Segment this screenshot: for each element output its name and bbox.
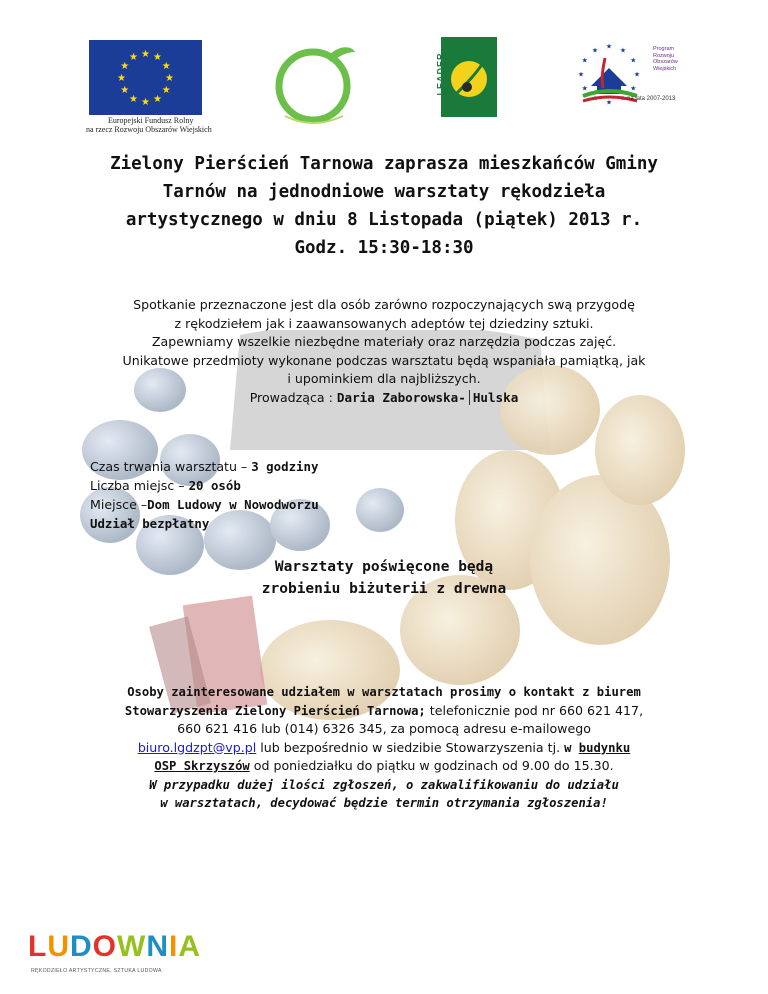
prow-star: ★ — [591, 94, 599, 103]
workshop-topic — [200, 556, 568, 600]
ludownia-letter: U — [47, 930, 70, 963]
contact-italic2: w warsztatach, decydować będzie termin otrzymania zgłoszenia! — [160, 796, 608, 810]
host-name: Daria Zaborowska- — [336, 389, 466, 405]
duration-label: Czas trwania warsztatu – — [90, 459, 252, 474]
place-value: Dom Ludowy w Nowodworzu — [147, 497, 319, 512]
host-line — [80, 389, 688, 408]
prow-star: ★ — [605, 98, 613, 107]
prow-star: ★ — [581, 56, 588, 65]
contact-italic1: W przypadku dużej ilości zgłoszeń, o zakwalifikowaniu do udziału — [149, 777, 619, 792]
contact-bold1: Osoby zainteresowane udziałem w warsztatach prosimy o kontakt z biurem — [127, 685, 641, 699]
topic-line1: Warsztaty poświęcone będą — [274, 559, 494, 575]
ludownia-letter: I — [169, 930, 179, 963]
page-title — [80, 150, 688, 262]
eu-star: ★ — [141, 49, 150, 60]
intro-line5: i upominkiem dla najbliższych. — [287, 371, 481, 386]
host-label: Prowadząca : — [249, 389, 337, 405]
zpt-ring-logo — [265, 38, 365, 126]
fee-value: Udział bezpłatny — [90, 516, 210, 531]
eu-star: ★ — [120, 61, 130, 72]
seats-line — [90, 476, 490, 495]
intro-line3: Zapewniamy wszelkie niezbędne materiały oraz narzędzia podczas zajęć. — [151, 334, 617, 349]
prow-line2: Rozwoju — [653, 52, 675, 59]
eu-star: ★ — [141, 97, 150, 108]
prow-star: ★ — [630, 56, 637, 65]
prow-star: ★ — [605, 42, 613, 51]
eu-caption-line1: Europejski Fundusz Rolny — [108, 116, 194, 125]
contact-bold4b: budynku — [578, 740, 631, 755]
intro-line4: Unikatowe przedmioty wykonane podczas warsztatu będą wspaniała pamiątką, jak — [122, 352, 646, 368]
contact-text5: od poniedziałku do piątku w godzinach od 9.00 do 15.30. — [249, 758, 614, 773]
duration-line — [90, 457, 490, 476]
eu-star: ★ — [161, 61, 171, 72]
contact-line4 — [80, 739, 688, 758]
intro-line2: z rękodziełem jak i zaawansowanych adeptów tej dziedziny sztuki. — [174, 315, 594, 331]
host-name-2: Hulska — [472, 389, 519, 405]
prow-star: ★ — [619, 94, 627, 103]
contact-line2 — [80, 702, 688, 721]
prow-star: ★ — [581, 84, 588, 93]
ludownia-word — [28, 930, 201, 964]
eu-star: ★ — [117, 73, 126, 84]
eu-star: ★ — [129, 93, 138, 105]
prow-line1: Program — [653, 46, 675, 52]
prow-line4: Wiejskich — [653, 65, 677, 72]
prow-star: ★ — [633, 70, 641, 79]
eu-star: ★ — [153, 93, 162, 105]
prow-star: ★ — [630, 84, 637, 93]
intro-line1: Spotkanie przeznaczone jest dla osób zarówno rozpoczynających swą przygodę — [133, 297, 635, 312]
eu-star: ★ — [120, 85, 130, 96]
eu-star: ★ — [129, 52, 138, 64]
eu-flag-logo — [89, 40, 202, 115]
place-label: Miejsce – — [90, 497, 148, 512]
title-line3: artystycznego w dniu 8 Listopada (piątek) 2013 r. — [125, 210, 643, 230]
intro-paragraph — [80, 296, 688, 407]
ludownia-letter: A — [178, 930, 202, 963]
contact-bold2: Stowarzyszenia Zielony Pierścień Tarnowa; — [124, 703, 426, 718]
contact-line1 — [80, 683, 688, 702]
contact-text4: lub bezpośrednio w siedzibie Stowarzyszenia tj. — [256, 739, 565, 755]
seats-value: 20 osób — [188, 478, 241, 493]
contact-paragraph — [80, 683, 688, 813]
prow-star: ★ — [591, 46, 599, 55]
topic-line2: zrobieniu biżuterii z drewna — [261, 581, 507, 597]
prow-line3: Obszarów — [653, 59, 678, 66]
eu-star: ★ — [165, 73, 174, 84]
title-line2: Tarnów na jednodniowe warsztaty rękodzieła — [162, 182, 606, 202]
email-link[interactable]: biuro.lgdzpt@vp.pl — [137, 739, 257, 755]
ludownia-letter: L — [28, 930, 48, 963]
ludownia-logo — [28, 928, 202, 978]
ludownia-letter: O — [92, 930, 118, 963]
contact-bold4a: w — [564, 740, 579, 755]
eu-caption — [86, 116, 216, 134]
ludownia-letter: N — [146, 930, 170, 963]
workshop-details — [90, 457, 490, 533]
eu-star: ★ — [161, 85, 171, 96]
title-line1: Zielony Pierścień Tarnowa zaprasza mieszkańców Gminy — [110, 154, 658, 174]
seats-label: Liczba miejsc – — [90, 478, 189, 493]
host-divider — [469, 390, 470, 405]
duration-value: 3 godziny — [251, 459, 319, 474]
prow-star: ★ — [619, 46, 627, 55]
ludownia-letter: D — [70, 930, 93, 963]
prow-star: ★ — [577, 70, 585, 79]
title-line4: Godz. 15:30-18:30 — [294, 238, 474, 258]
contact-text2: telefonicznie pod nr 660 621 417, — [425, 702, 644, 718]
prow-text — [653, 46, 678, 72]
fee-line — [90, 514, 490, 533]
place-line — [90, 495, 490, 514]
prow-years: na lata 2007-2013 — [627, 96, 676, 102]
eu-caption-line2: na rzecz Rozwoju Obszarów Wiejskich — [86, 125, 212, 134]
leader-logo — [427, 37, 497, 117]
ludownia-letter: W — [117, 930, 147, 963]
prow-logo — [565, 38, 690, 108]
leader-label: LEADER — [435, 52, 446, 96]
contact-bold5: OSP Skrzyszów — [154, 759, 250, 773]
ludownia-subtitle: RĘKODZIEŁO ARTYSTYCZNE, SZTUKA LUDOWA — [31, 968, 162, 974]
contact-line5 — [80, 757, 688, 776]
eu-star: ★ — [153, 52, 162, 64]
contact-line3: 660 621 416 lub (014) 6326 345, za pomocą adresu e-mailowego — [177, 721, 591, 736]
